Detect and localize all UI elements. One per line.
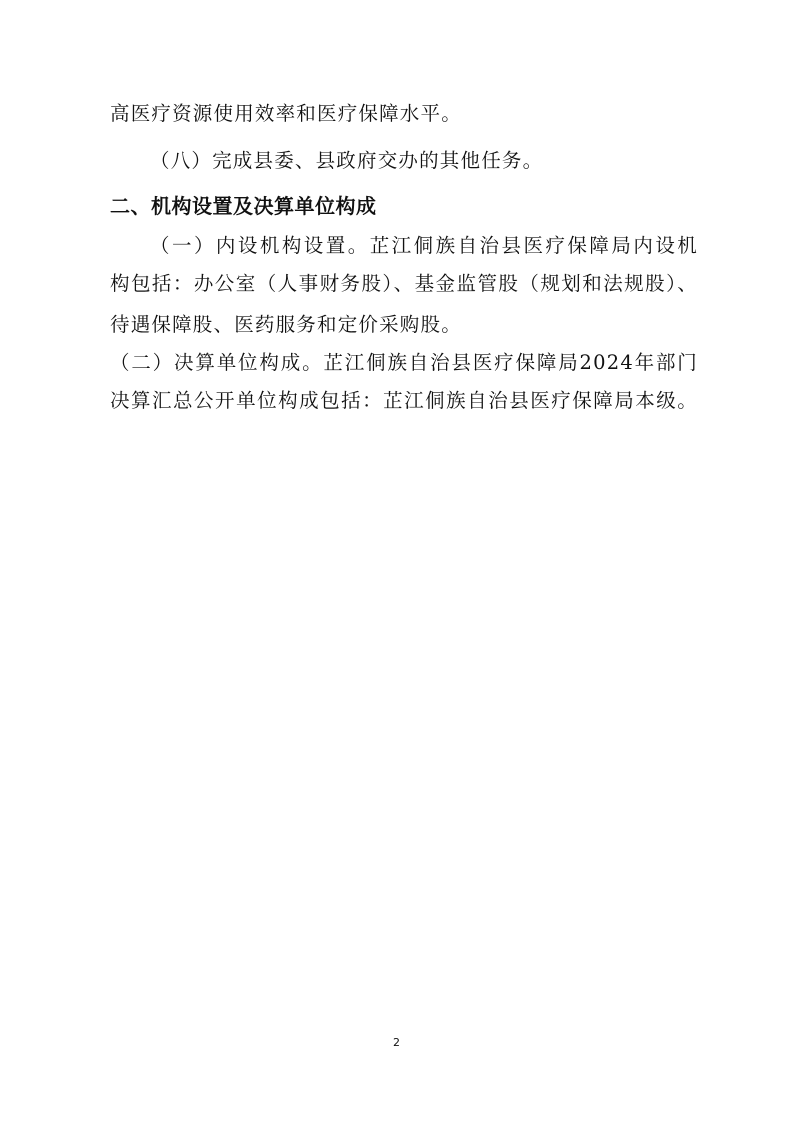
paragraph-line-budget-units-cont: 决算汇总公开单位构成包括：芷江侗族自治县医疗保障局本级。 [110, 389, 698, 412]
paragraph-line-task-eight: （八）完成县委、县政府交办的其他任务。 [150, 149, 544, 172]
paragraph-line-internal-structure-cont: 构包括：办公室（人事财务股）、基金监管股（规划和法规股）、 [110, 272, 698, 295]
paragraph-line-budget-units: （二）决算单位构成。芷江侗族自治县医疗保障局2024年部门 [110, 351, 698, 374]
paragraph-line-continuation: 高医疗资源使用效率和医疗保障水平。 [110, 102, 462, 125]
page-number: 2 [393, 1036, 400, 1049]
paragraph-line-internal-structure-end: 待遇保障股、医药服务和定价采购股。 [110, 313, 462, 336]
paragraph-line-internal-structure: （一）内设机构设置。芷江侗族自治县医疗保障局内设机 [150, 234, 698, 257]
section-heading: 二、机构设置及决算单位构成 [110, 194, 377, 218]
